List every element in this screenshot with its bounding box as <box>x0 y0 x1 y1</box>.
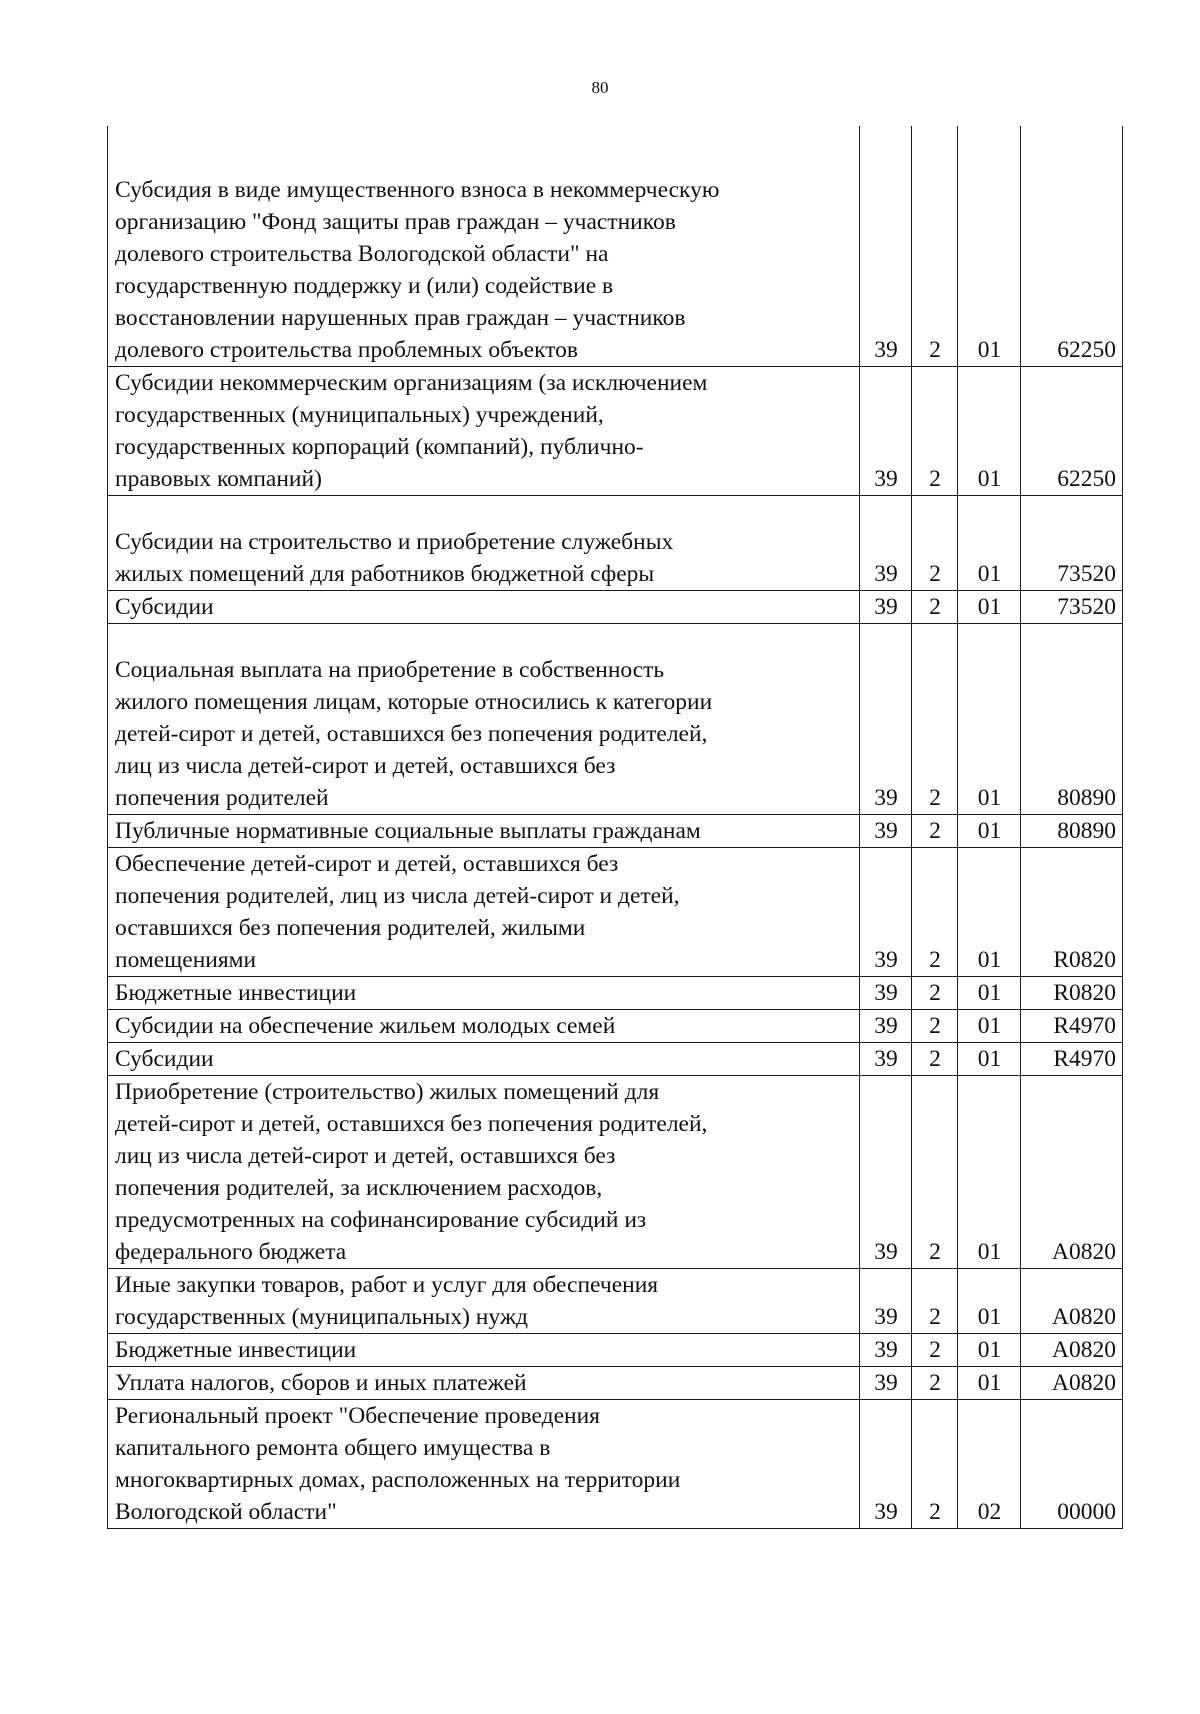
row-name-cell <box>108 367 860 496</box>
row-name-line: федерального бюджета <box>115 1239 347 1265</box>
row-name-line: государственных (муниципальных) нужд <box>115 1304 529 1330</box>
program-code-cell: 01 <box>958 815 1021 848</box>
subsection-code-cell: 2 <box>912 367 958 496</box>
expense-code-cell: R0820 <box>1021 848 1123 977</box>
expense-code-cell: А0820 <box>1021 1367 1123 1400</box>
row-name-line: Субсидия в виде имущественного взноса в некоммерческую <box>115 177 720 203</box>
subsection-code-cell: 2 <box>912 977 958 1010</box>
table-row <box>108 1334 1123 1367</box>
program-code-cell: 01 <box>958 848 1021 977</box>
row-name-cell <box>108 848 860 977</box>
row-name-line: Субсидии на строительство и приобретение служебных <box>115 529 674 555</box>
table-row <box>108 367 1123 496</box>
program-code-cell: 01 <box>958 367 1021 496</box>
subsection-code-cell: 2 <box>912 126 958 367</box>
subsection-code-cell: 2 <box>912 1334 958 1367</box>
table-row <box>108 977 1123 1010</box>
table-row <box>108 591 1123 624</box>
expense-code-cell: 62250 <box>1021 126 1123 367</box>
row-name-line: жилых помещений для работников бюджетной сферы <box>115 561 655 587</box>
row-name-line: Социальная выплата на приобретение в собственность <box>115 657 665 683</box>
row-name-line: помещениями <box>115 947 257 973</box>
section-code-cell: 39 <box>860 496 912 591</box>
row-name-line: Обеспечение детей-сирот и детей, оставшихся без <box>115 851 619 877</box>
expense-code-cell: 62250 <box>1021 367 1123 496</box>
section-code-cell: 39 <box>860 1367 912 1400</box>
expense-code-cell: 00000 <box>1021 1400 1123 1529</box>
section-code-cell: 39 <box>860 1334 912 1367</box>
expense-code-cell: А0820 <box>1021 1269 1123 1334</box>
row-name-cell <box>108 815 860 848</box>
subsection-code-cell: 2 <box>912 815 958 848</box>
row-name-line: детей-сирот и детей, оставшихся без попечения родителей, <box>115 721 708 747</box>
row-name-cell <box>108 1076 860 1269</box>
subsection-code-cell: 2 <box>912 1367 958 1400</box>
row-name-line: лиц из числа детей-сирот и детей, оставшихся без <box>115 753 616 779</box>
section-code-cell: 39 <box>860 1076 912 1269</box>
subsection-code-cell: 2 <box>912 1043 958 1076</box>
program-code-cell: 01 <box>958 126 1021 367</box>
section-code-cell: 39 <box>860 126 912 367</box>
expense-code-cell: А0820 <box>1021 1334 1123 1367</box>
row-name-line: долевого строительства проблемных объектов <box>115 337 579 363</box>
row-name-cell <box>108 1269 860 1334</box>
table-row <box>108 496 1123 591</box>
section-code-cell: 39 <box>860 977 912 1010</box>
program-code-cell: 01 <box>958 1269 1021 1334</box>
program-code-cell: 01 <box>958 1043 1021 1076</box>
row-name-cell <box>108 591 860 624</box>
section-code-cell: 39 <box>860 848 912 977</box>
program-code-cell: 01 <box>958 591 1021 624</box>
row-name-line: Субсидии на обеспечение жильем молодых семей <box>115 1013 616 1039</box>
row-name-cell <box>108 1043 860 1076</box>
program-code-cell: 01 <box>958 1367 1021 1400</box>
subsection-code-cell: 2 <box>912 624 958 815</box>
section-code-cell: 39 <box>860 1010 912 1043</box>
row-name-line: лиц из числа детей-сирот и детей, оставшихся без <box>115 1143 616 1169</box>
row-name-cell <box>108 624 860 815</box>
row-name-cell <box>108 496 860 591</box>
row-name-line: Субсидии некоммерческим организациям (за исключением <box>115 370 708 396</box>
row-name-cell <box>108 1334 860 1367</box>
row-name-line: попечения родителей, за исключением расходов, <box>115 1175 603 1201</box>
row-name-line: долевого строительства Вологодской области" на <box>115 241 609 267</box>
row-name-line: Приобретение (строительство) жилых помещений для <box>115 1079 660 1105</box>
subsection-code-cell: 2 <box>912 1269 958 1334</box>
section-code-cell: 39 <box>860 1400 912 1529</box>
section-code-cell: 39 <box>860 815 912 848</box>
row-name-line: Субсидии <box>115 594 214 620</box>
row-name-line: попечения родителей <box>115 785 329 811</box>
section-code-cell: 39 <box>860 1043 912 1076</box>
program-code-cell: 01 <box>958 1076 1021 1269</box>
row-name-line: Региональный проект "Обеспечение проведения <box>115 1403 600 1429</box>
row-name-cell <box>108 977 860 1010</box>
table-row <box>108 815 1123 848</box>
table-row <box>108 1010 1123 1043</box>
row-name-line: многоквартирных домах, расположенных на территории <box>115 1467 681 1493</box>
row-name-cell <box>108 126 860 367</box>
page-number: 80 <box>591 78 609 97</box>
expense-code-cell: 73520 <box>1021 496 1123 591</box>
row-name-line: жилого помещения лицам, которые относились к категории <box>115 689 713 715</box>
program-code-cell: 01 <box>958 977 1021 1010</box>
table-row <box>108 1043 1123 1076</box>
program-code-cell: 01 <box>958 496 1021 591</box>
subsection-code-cell: 2 <box>912 1010 958 1043</box>
row-name-line: оставшихся без попечения родителей, жилыми <box>115 915 586 941</box>
section-code-cell: 39 <box>860 624 912 815</box>
table-row <box>108 624 1123 815</box>
table-row <box>108 848 1123 977</box>
program-code-cell: 01 <box>958 1334 1021 1367</box>
budget-table-body <box>108 126 1123 1529</box>
row-name-line: Публичные нормативные социальные выплаты гражданам <box>115 818 701 844</box>
subsection-code-cell: 2 <box>912 1076 958 1269</box>
row-name-line: государственную поддержку и (или) содействие в <box>115 273 614 299</box>
expense-code-cell: R4970 <box>1021 1010 1123 1043</box>
row-name-line: попечения родителей, лиц из числа детей-сирот и детей, <box>115 883 680 909</box>
row-name-line: правовых компаний) <box>115 466 322 492</box>
expense-code-cell: R4970 <box>1021 1043 1123 1076</box>
row-name-line: Уплата налогов, сборов и иных платежей <box>115 1370 527 1396</box>
program-code-cell: 02 <box>958 1400 1021 1529</box>
expense-code-cell: А0820 <box>1021 1076 1123 1269</box>
table-row <box>108 1400 1123 1529</box>
row-name-line: государственных (муниципальных) учреждений, <box>115 402 604 428</box>
expense-code-cell: 80890 <box>1021 815 1123 848</box>
row-name-line: предусмотренных на софинансирование субсидий из <box>115 1207 647 1233</box>
table-row <box>108 1076 1123 1269</box>
row-name-line: Бюджетные инвестиции <box>115 980 357 1006</box>
table-row <box>108 1367 1123 1400</box>
table-row <box>108 1269 1123 1334</box>
row-name-line: Иные закупки товаров, работ и услуг для обеспечения <box>115 1272 659 1298</box>
row-name-line: государственных корпораций (компаний), публично- <box>115 434 644 460</box>
table-row <box>108 126 1123 367</box>
row-name-line: организацию "Фонд защиты прав граждан – участников <box>115 209 676 235</box>
row-name-cell <box>108 1010 860 1043</box>
row-name-cell <box>108 1400 860 1529</box>
section-code-cell: 39 <box>860 591 912 624</box>
subsection-code-cell: 2 <box>912 848 958 977</box>
row-name-line: Вологодской области" <box>115 1499 337 1525</box>
section-code-cell: 39 <box>860 367 912 496</box>
program-code-cell: 01 <box>958 624 1021 815</box>
budget-table <box>107 126 1123 1529</box>
row-name-cell <box>108 1367 860 1400</box>
expense-code-cell: 80890 <box>1021 624 1123 815</box>
row-name-line: капитального ремонта общего имущества в <box>115 1435 551 1461</box>
program-code-cell: 01 <box>958 1010 1021 1043</box>
expense-code-cell: 73520 <box>1021 591 1123 624</box>
subsection-code-cell: 2 <box>912 496 958 591</box>
row-name-line: детей-сирот и детей, оставшихся без попечения родителей, <box>115 1111 708 1137</box>
row-name-line: восстановлении нарушенных прав граждан – участников <box>115 305 686 331</box>
section-code-cell: 39 <box>860 1269 912 1334</box>
subsection-code-cell: 2 <box>912 1400 958 1529</box>
row-name-line: Бюджетные инвестиции <box>115 1337 357 1363</box>
subsection-code-cell: 2 <box>912 591 958 624</box>
expense-code-cell: R0820 <box>1021 977 1123 1010</box>
row-name-line: Субсидии <box>115 1046 214 1072</box>
